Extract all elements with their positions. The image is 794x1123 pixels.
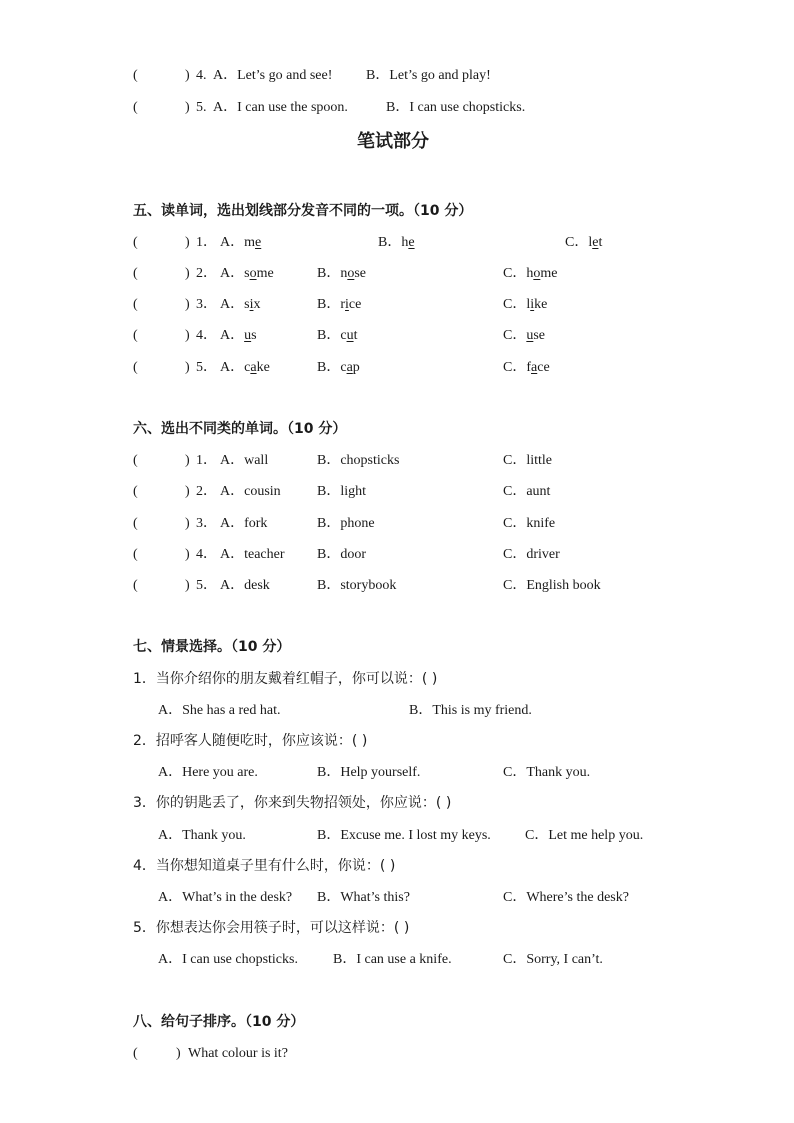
option-c: C．Sorry, I can’t. (503, 952, 603, 967)
question-text: 1．当你介绍你的朋友戴着红帽子，你可以说：( ) (133, 671, 438, 687)
option-c: C．use (503, 328, 546, 343)
option-b: B．light (317, 484, 367, 499)
answer-paren-open[interactable]: ( (133, 68, 138, 83)
item-number: 2． (196, 484, 217, 499)
option-b: B．Excuse me. I lost my keys. (317, 828, 491, 843)
option-b: B．cut (317, 328, 358, 343)
option-b: B．I can use chopsticks. (386, 100, 526, 115)
list-item (0, 546, 794, 566)
answer-paren-close: ) (176, 1046, 181, 1061)
item-number: 4． (196, 547, 217, 562)
option-c: C．English book (503, 578, 601, 593)
list-item (0, 296, 794, 316)
question-text: 3．你的钥匙丢了，你来到失物招领处，你应说：( ) (133, 795, 452, 811)
answer-paren-open[interactable]: ( (133, 516, 138, 531)
option-c: C．Where’s the desk? (503, 890, 629, 905)
answer-paren-close: ) (185, 266, 190, 281)
option-c: C．knife (503, 516, 556, 531)
answer-paren-close: ) (185, 68, 190, 83)
option-a: A．Here you are. (158, 765, 258, 780)
option-a: A．wall (220, 453, 269, 468)
option-b: B．I can use a knife. (333, 952, 452, 967)
question-text: 5．你想表达你会用筷子时，可以这样说：( ) (133, 920, 410, 936)
option-c: C．little (503, 453, 552, 468)
answer-paren-close: ) (185, 578, 190, 593)
item-number: 1． (196, 235, 217, 250)
answer-paren-close: ) (185, 484, 190, 499)
option-a: A．Thank you. (158, 828, 246, 843)
list-item (0, 577, 794, 597)
option-a: A．desk (220, 578, 270, 593)
option-b: B．storybook (317, 578, 397, 593)
option-b: B．nose (317, 266, 367, 281)
option-b: B．chopsticks (317, 453, 400, 468)
answer-paren-open[interactable]: ( (133, 100, 138, 115)
option-c: C．let (565, 235, 603, 250)
option-a: A．Let’s go and see! (213, 68, 333, 83)
option-b: B．This is my friend. (409, 703, 532, 718)
sentence-text: What colour is it? (188, 1046, 288, 1061)
answer-paren-close: ) (185, 328, 190, 343)
option-a: A．fork (220, 516, 268, 531)
option-b: B．What’s this? (317, 890, 410, 905)
answer-paren-open[interactable]: ( (133, 266, 138, 281)
option-a: A．me (220, 235, 262, 250)
item-number: 4． (196, 328, 217, 343)
option-b: B．he (378, 235, 415, 250)
list-item (0, 234, 794, 254)
option-b: B．phone (317, 516, 375, 531)
option-a: A．six (220, 297, 261, 312)
answer-paren-open[interactable]: ( (133, 235, 138, 250)
answer-paren-open[interactable]: ( (133, 1046, 138, 1061)
list-item (0, 327, 794, 347)
answer-paren-open[interactable]: ( (133, 360, 138, 375)
option-c: C．like (503, 297, 548, 312)
answer-paren-open[interactable]: ( (133, 328, 138, 343)
option-a: A．I can use the spoon. (213, 100, 348, 115)
answer-paren-open[interactable]: ( (133, 484, 138, 499)
option-a: A．I can use chopsticks. (158, 952, 298, 967)
answer-paren-open[interactable]: ( (133, 578, 138, 593)
answer-paren-close: ) (185, 453, 190, 468)
option-b: B．rice (317, 297, 362, 312)
option-b: B．door (317, 547, 366, 562)
option-a: A．What’s in the desk? (158, 890, 293, 905)
answer-paren-open[interactable]: ( (133, 453, 138, 468)
option-c: C．aunt (503, 484, 551, 499)
answer-paren-close: ) (185, 297, 190, 312)
option-a: A．us (220, 328, 257, 343)
item-number: 5． (196, 360, 217, 375)
answer-paren-close: ) (185, 516, 190, 531)
option-c: C．home (503, 266, 558, 281)
option-a: A．cousin (220, 484, 281, 499)
question-text: 2．招呼客人随便吃时，你应该说：( ) (133, 733, 368, 749)
option-a: A．some (220, 266, 274, 281)
list-item (0, 265, 794, 285)
option-b: B．cap (317, 360, 360, 375)
section-6-heading: 六、选出不同类的单词。（10 分） (133, 421, 347, 437)
answer-paren-close: ) (185, 235, 190, 250)
item-number: 5． (196, 578, 217, 593)
option-b: B．Let’s go and play! (366, 68, 491, 83)
item-number: 3． (196, 297, 217, 312)
option-c: C．Thank you. (503, 765, 591, 780)
option-a: A．teacher (220, 547, 285, 562)
question-text: 4．当你想知道桌子里有什么时，你说：( ) (133, 858, 396, 874)
option-c: C．Let me help you. (525, 828, 644, 843)
answer-paren-close: ) (185, 360, 190, 375)
section-5-heading: 五、读单词，选出划线部分发音不同的一项。（10 分） (133, 203, 473, 219)
item-number: 2． (196, 266, 217, 281)
answer-paren-close: ) (185, 100, 190, 115)
option-a: A．She has a red hat. (158, 703, 281, 718)
list-item (0, 483, 794, 503)
item-number: 3． (196, 516, 217, 531)
list-item (0, 452, 794, 472)
option-c: C．driver (503, 547, 560, 562)
option-a: A．cake (220, 360, 270, 375)
option-c: C．face (503, 360, 550, 375)
item-number: 1． (196, 453, 217, 468)
section-8-heading: 八、给句子排序。（10 分） (133, 1014, 305, 1030)
written-part-title: 笔试部分 (357, 131, 429, 152)
option-b: B．Help yourself. (317, 765, 421, 780)
answer-paren-open[interactable]: ( (133, 547, 138, 562)
section-7-heading: 七、情景选择。（10 分） (133, 639, 291, 655)
item-number: 4. (196, 68, 207, 83)
item-number: 5. (196, 100, 207, 115)
list-item (0, 515, 794, 535)
answer-paren-close: ) (185, 547, 190, 562)
list-item (0, 359, 794, 379)
answer-paren-open[interactable]: ( (133, 297, 138, 312)
